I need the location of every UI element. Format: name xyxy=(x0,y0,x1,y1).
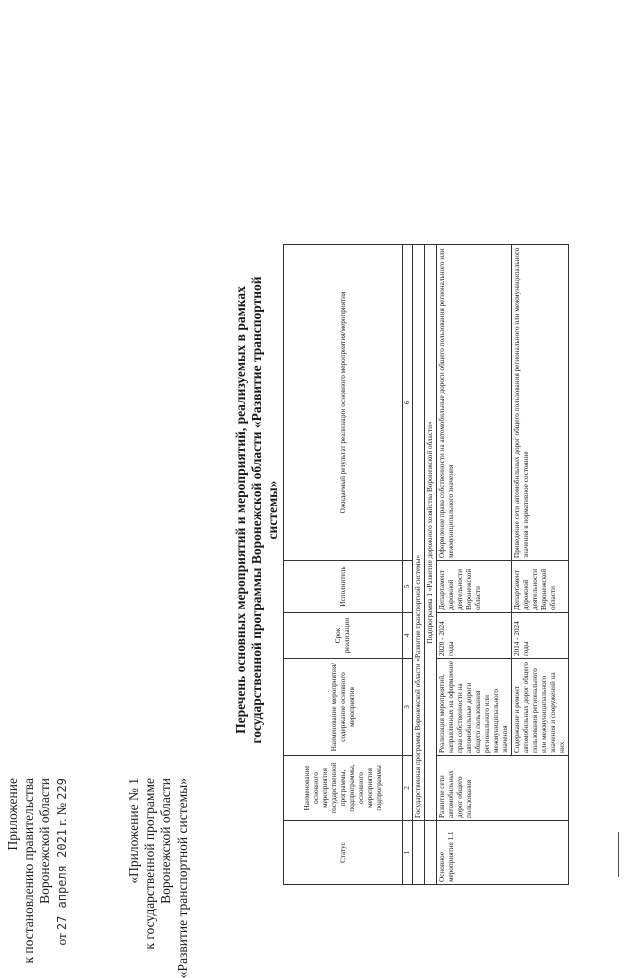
table-header-row xyxy=(284,245,403,885)
result-cell: Оформление права собственности на автомобильные дороги общего пользования регионального или межмуниципального значения xyxy=(437,245,512,561)
number-handwritten: 229 xyxy=(54,778,69,800)
col-number: 5 xyxy=(403,561,413,613)
result-cell: Приведение сети автомобильных дорог общего пользования регионального или межмуниципального значения в нормативное состояние xyxy=(512,245,569,561)
measure-cell: Содержание и ремонт автомобильных дорог общего пользования регионального или межмуниципального значения и сооружений на них xyxy=(512,659,569,756)
footer-rule xyxy=(618,832,619,877)
table-row xyxy=(437,245,512,885)
measure-cell: Реализация мероприятий, направленных на оформление прав собственности на автомобильные дороги общего пользования регионального или межмуниципального значения xyxy=(437,659,512,756)
header-status: Статус xyxy=(284,821,403,885)
executor-cell: Департамент дорожной деятельности Воронежской области xyxy=(437,561,512,613)
main-measure-name-cell: Развитие сети автомобильных дорог общего пользования xyxy=(437,756,569,821)
date-suffix: г. № xyxy=(53,802,69,826)
header-measure-name: Наименование мероприятия/содержание основного мероприятия xyxy=(284,659,403,756)
col-number: 2 xyxy=(403,756,413,821)
header-expected-result: Ожидаемый результат реализации основного мероприятия/мероприятия xyxy=(284,245,403,561)
appendix-outer-line3: Воронежской области xyxy=(37,778,53,904)
title-line1: Перечень основных мероприятий и мероприятий, реализуемых в рамках xyxy=(233,286,248,734)
col-number: 1 xyxy=(403,821,413,885)
title-line2: государственной программы Воронежской области «Развитие транспортной системы» xyxy=(249,276,281,744)
appendix-inner-line4: «Развитие транспортной системы» xyxy=(174,778,190,978)
appendix-date-line xyxy=(54,778,70,964)
col-number: 3 xyxy=(403,659,413,756)
col-number: 6 xyxy=(403,245,413,561)
header-main-measure-name: Наименование основного мероприятия государственной программы, подпрограммы, основного мероприятия подпрограммы xyxy=(284,756,403,821)
document-title xyxy=(233,275,282,745)
date-handwritten: 27 апреля 2021 xyxy=(54,828,69,931)
header-executor: Исполнитель xyxy=(284,561,403,613)
period-cell: 2014 - 2024 годы xyxy=(512,613,569,659)
program-row-text: Государственная программа Воронежской области «Развитие транспортной системы» xyxy=(413,245,425,821)
header-period: Срок реализации xyxy=(284,613,403,659)
col-number: 4 xyxy=(403,613,413,659)
date-prefix: от xyxy=(53,933,69,946)
appendix-inner-line1: «Приложение № 1 xyxy=(126,778,141,884)
measures-table xyxy=(283,244,569,885)
program-row xyxy=(413,245,425,885)
period-cell: 2020 - 2024 годы xyxy=(437,613,512,659)
appendix-outer xyxy=(5,778,69,964)
subprogram-row xyxy=(425,245,437,885)
status-cell: Основное мероприятие 1.1 xyxy=(437,821,569,885)
appendix-inner-line3: Воронежской области xyxy=(158,778,174,904)
appendix-inner xyxy=(126,778,191,978)
subprogram-row-text: Подпрограмма 1 «Развитие дорожного хозяйства Воронежской области» xyxy=(425,245,437,821)
appendix-outer-line2: к постановлению правительства xyxy=(21,778,37,964)
table-number-row xyxy=(403,245,413,885)
executor-cell: Департамент дорожной деятельности Воронежской области xyxy=(512,561,569,613)
appendix-outer-line1: Приложение xyxy=(5,778,20,851)
appendix-inner-line2: к государственной программе xyxy=(142,778,158,950)
